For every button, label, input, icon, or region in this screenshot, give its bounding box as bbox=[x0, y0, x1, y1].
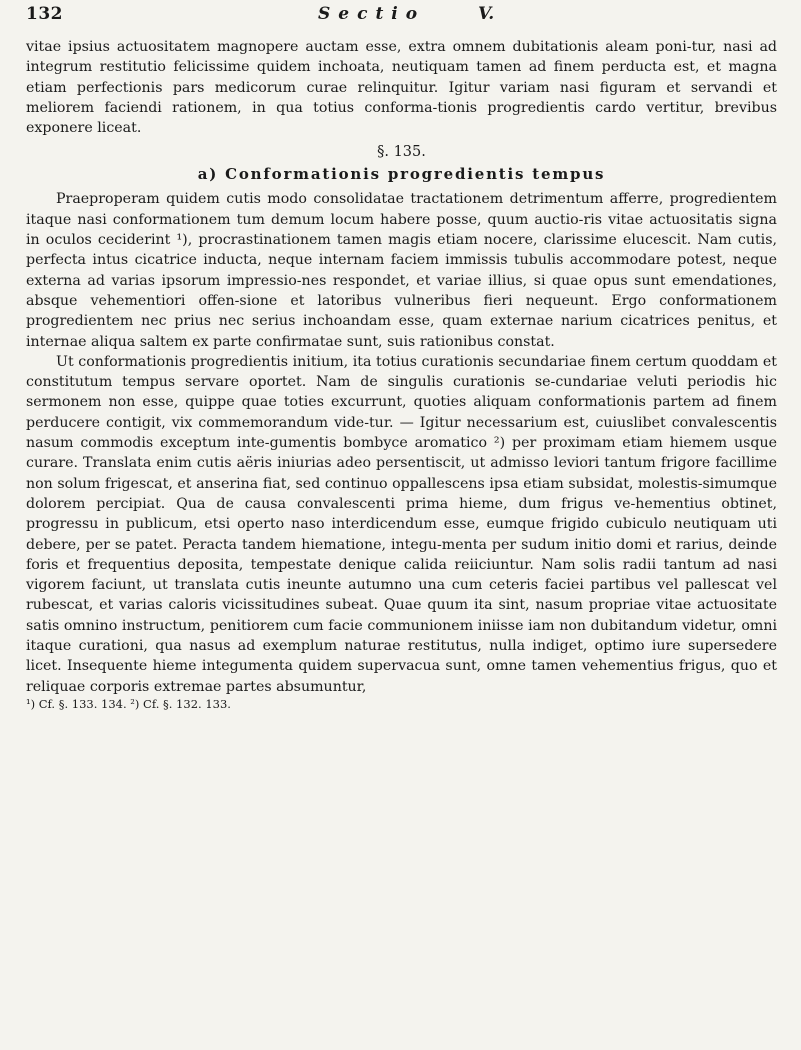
paragraph-continuation: vitae ipsius actuositatem magnopere auctam esse, extra omnem dubitationis aleam poni-tur, nasi ad integrum restitutio felicissime quidem inchoata, neutiquam tamen ad finem perducta est, et magna etiam perfectionis pars medicorum curae relinquitur. Igitur variam nasi figuram et servandi et meliorem faciendi rationem, in qua totius conforma-tionis progredientis cardo vertitur, brevibus exponere liceat. bbox=[26, 39, 777, 137]
paragraph: Praeproperam quidem cutis modo consolidatae tractationem detrimentum afferre, progredientem itaque nasi conformationem tum demum locum habere posse, quum auctio-ris vitae actuositatis signa in oculos ceciderint ¹), procrastinationem tamen magis etiam nocere, clarissime elucescit. Nam cutis, perfecta intus cicatrice inducta, neque internam faciem immissis tubulis accommodare potest, neque externa ad varias ipsorum impressio-nes respondet, et variae illius, si quae opus sunt emendationes, absque vehementiori offen-sione et latoribus vulneribus fieri nequeunt. Ergo conformationem progredientem nec prius nec serius inchoandam esse, quam externae narium cicatrices penitus, et internae aliqua saltem ex parte confirmatae sunt, suis rationibus constat. bbox=[26, 191, 777, 350]
section-numeral: V. bbox=[478, 4, 495, 24]
section-number: §. 135. bbox=[377, 144, 426, 161]
section-label: Sectio bbox=[318, 4, 426, 24]
footnotes: ¹) Cf. §. 133. 134. ²) Cf. §. 132. 133. bbox=[26, 696, 231, 711]
page-body bbox=[26, 37, 777, 711]
page-number: 132 bbox=[26, 4, 63, 24]
section-title: a) Conformationis progredientis tempus bbox=[197, 165, 606, 184]
paragraph: Ut conformationis progredientis initium, ita totius curationis secundariae finem certum quoddam et constitutum tempus servare oportet. Nam de singulis curationis se-cundariae veluti periodis hic sermonem non esse, quippe quae toties excurrunt, quoties aliquam conformationis partem ad finem perducere contigit, vix commemorandum vide-tur. — Igitur necessarium est, cuiuslibet convalescentis nasum commodis exceptum inte-gumentis bombyce aromatico ²) per proximam etiam hiemem usque curare. Translata enim cutis aëris iniurias adeo persentiscit, ut admisso leviori tantum frigore facillime non solum frigescat, et anserina fiat, sed continuo oppallescens ipsa etiam subsidat, molestis-simumque dolorem percipiat. Qua de causa convalescenti prima hieme, dum frigus ve-hementius obtinet, progressu in publicum, etsi operto naso interdicendum esse, eumque frigido cubiculo neutiquam uti debere, per se patet. Peracta tandem hiematione, integu-menta per sudum initio domi et rarius, deinde foris et frequentius deposita, tempestate denique calida reiiciuntur. Nam solis radii tantum ad nasi vigorem faciunt, ut translata cutis ineunte autumno una cum ceteris faciei partibus vel pallescat vel rubescat, et varias caloris vicissitudines subeat. Quae quum ita sint, nasum propriae vitae actuositate satis omnino instructum, penitiorem cum facie communionem iniisse iam non dubitandum videtur, omni itaque curationi, qua nasus ad exemplum naturae restitutus, nulla indiget, optimo iure supersedere licet. Insequente hieme integumenta quidem supervacua sunt, omne tamen vehementius frigus, quo et reliquae corporis extremae partes absumuntur, bbox=[26, 353, 777, 695]
running-header bbox=[26, 4, 777, 28]
